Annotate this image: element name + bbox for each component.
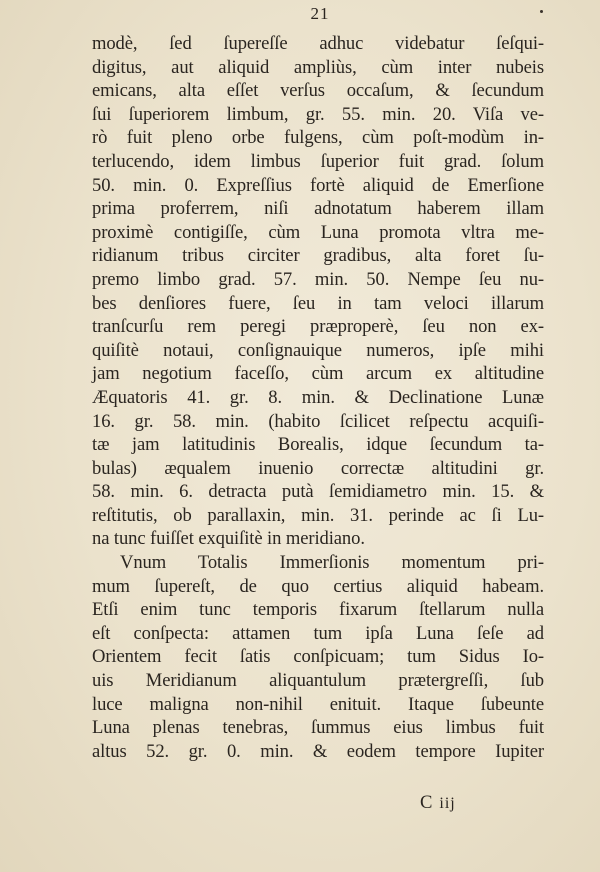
text-line: tranſcurſu rem peregi præproperè, ſeu non ex- bbox=[92, 316, 544, 338]
text-line: 58. min. 6. detracta putà ſemidiametro min. 15. & bbox=[92, 481, 544, 503]
text-line: Æquatoris 41. gr. 8. min. & Declinatione Lunæ bbox=[92, 386, 544, 408]
paragraph-first-line: Vnum Totalis Immerſionis momentum pri- bbox=[120, 552, 544, 574]
text-line: jam negotium faceſſo, cùm arcum ex altitudine bbox=[92, 363, 544, 385]
text-line: uis Meridianum aliquantulum prætergreſſi, ſub bbox=[92, 670, 544, 692]
text-line: ridianum tribus circiter gradibus, alta foret ſu- bbox=[92, 245, 544, 267]
text-line: na tunc fuiſſet exquiſitè in meridiano. bbox=[92, 528, 365, 550]
text-line: Orientem fecit ſatis conſpicuam; tum Sidus Io- bbox=[92, 646, 544, 668]
text-line: modè, ſed ſupereſſe adhuc videbatur ſeſqui- bbox=[92, 33, 544, 54]
text-line: rò fuit pleno orbe fulgens, cùm poſt-modùm in- bbox=[92, 127, 544, 149]
text-line: quiſitè notaui, conſignauique numeros, ipſe mihi bbox=[92, 339, 544, 361]
text-line: tæ jam latitudinis Borealis, idque ſecundum ta- bbox=[92, 434, 544, 456]
text-line: Luna plenas tenebras, ſummus eius limbus fuit bbox=[92, 717, 544, 739]
text-line: bes denſiores fuere, ſeu in tam veloci illarum bbox=[92, 292, 544, 314]
text-line: altus 52. gr. 0. min. & eodem tempore Iupiter bbox=[92, 740, 544, 762]
text-line: prima proferrem, niſi adnotatum haberem illam bbox=[92, 198, 544, 220]
text-line: Etſi enim tunc temporis fixarum ſtellarum nulla bbox=[92, 599, 544, 621]
signature-mark bbox=[420, 792, 456, 814]
text-line: emicans, alta eſſet verſus occaſum, & ſecundum bbox=[92, 80, 544, 102]
page-number: 21 bbox=[310, 4, 330, 23]
text-line: terlucendo, idem limbus ſuperior fuit grad. ſolum bbox=[92, 150, 544, 172]
text-line: bulas) æqualem inuenio correctæ altitudini gr. bbox=[92, 457, 544, 479]
text-line: eſt conſpecta: attamen tum ipſa Luna ſeſe ad bbox=[92, 622, 544, 644]
signature-letter: C bbox=[420, 792, 434, 813]
text-line: reſtitutis, ob parallaxin, min. 31. perinde ac ſi Lu- bbox=[92, 504, 544, 526]
text-line: 50. min. 0. Expreſſius fortè aliquid de Emerſione bbox=[92, 174, 544, 196]
signature-number: iij bbox=[439, 795, 456, 812]
text-line: luce maligna non-nihil enituit. Itaque ſubeunte bbox=[92, 693, 544, 715]
text-line: proximè contigiſſe, cùm Luna promota vltra me- bbox=[92, 221, 544, 243]
body-text bbox=[92, 32, 544, 763]
text-line: premo limbo grad. 57. min. 50. Nempe ſeu nu- bbox=[92, 268, 544, 290]
text-line: 16. gr. 58. min. (habito ſcilicet reſpectu acquiſi- bbox=[92, 410, 544, 432]
text-line: digitus, aut aliquid ampliùs, cùm inter nubeis bbox=[92, 56, 544, 78]
ink-speck bbox=[540, 10, 543, 13]
text-line: ſui ſuperiorem limbum, gr. 55. min. 20. Viſa ve- bbox=[92, 103, 544, 125]
text-line: mum ſupereſt, de quo certius aliquid habeam. bbox=[92, 575, 544, 597]
